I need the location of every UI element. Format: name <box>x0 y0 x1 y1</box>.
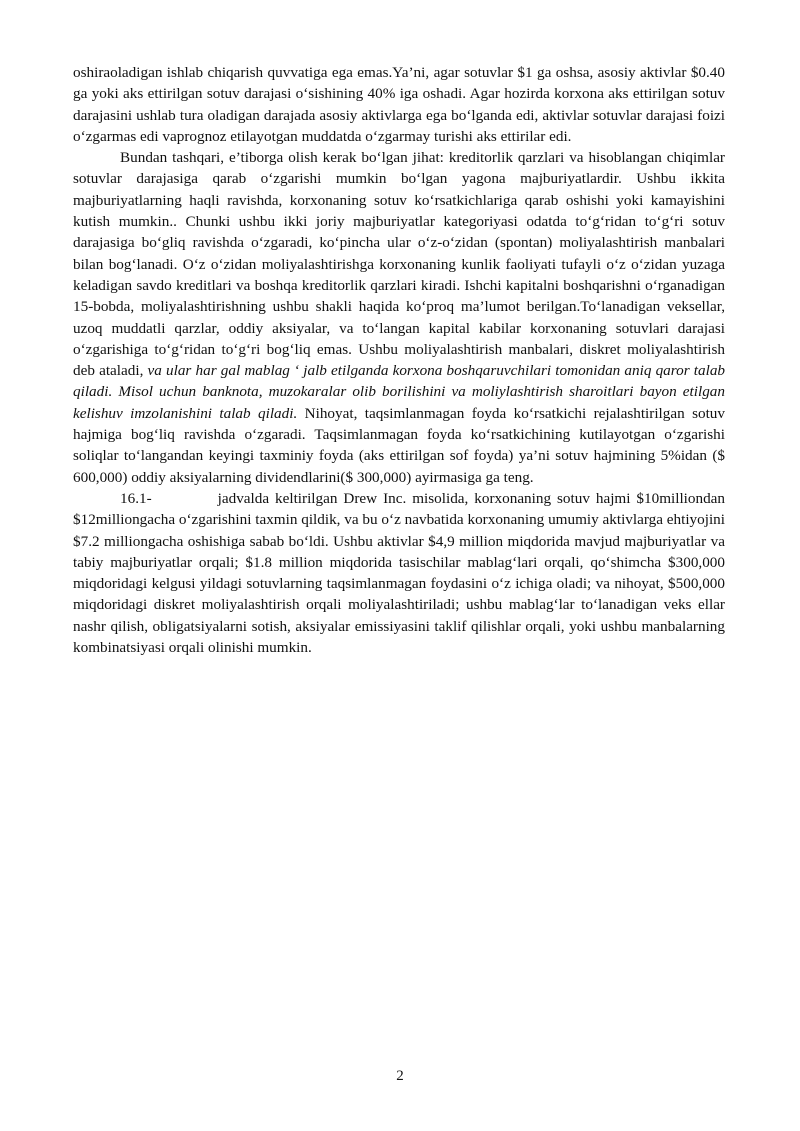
paragraph-3 <box>73 488 725 658</box>
paragraph-3-text: jadvalda keltirilgan Drew Inc. misolida, korxonaning sotuv hajmi $10milliondan $12milliongacha o‘zgarishini taxmin qildik, va bu o‘z navbatida korxonaning umumiy aktivlarga ehtiyojini $7.2 milliongacha oshishiga sabab bo‘ldi. Ushbu aktivlar $4,9 million miqdorida mavjud majburiyatlar va tabiy majburiyatlar orqali; $1.8 million miqdorida tasischilar mablag‘lari orqali, qo‘shimcha $300,000 miqdoridagi kelgusi yildagi sotuvlarning taqsimlanmagan foydasini o‘z ichiga oladi; va nihoyat, $500,000 miqdoridagi diskret moliyalashtirish orqali moliyalashtiriladi; ushbu mablag‘lar to‘lanadigan veks ellar nashr qilish, obligatsiyalarni sotish, aksiyalar emissiyasini taklif qilishlar orqali, yoki ushbu manbalarning kombinatsiyasi orqali olinishi mumkin. <box>73 489 725 657</box>
page-number: 2 <box>396 1068 404 1084</box>
paragraph-2-start: Bundan tashqari, e’tiborga olish kerak bo‘lgan jihat: kreditorlik qarzlari va hisoblangan chiqimlar sotuvlar darajasiga qarab o‘zgarishi mumkin bo‘lgan yagona majburiyatlardir. Ushbu ikkita majburiyatlarning haqli ravishda, korxonaning sotuv ko‘rsatkichlariga qarab oshishi yoki kamayishini kutish mumkin.. Chunki ushbu ikki joriy majburiyatlar kategoriyasi odatda to‘g‘ridan to‘g‘ri sotuv darajasiga bo‘gliq ravishda o‘zgaradi, ko‘pincha ular o‘z-o‘zidan (spontan) moliyalashtirish manbalari bilan bog‘lanadi. O‘z o‘zidan moliyalashtirishga korxonaning kunlik faoliyati tufayli o‘z o‘zidan yuzaga keladigan savdo kreditlari va boshqa kreditorlik qarzlari kiradi. Ishchi kapitalni boshqarishni o‘rganadigan 15-bobda, moliyalashtirishning ushbu shakli haqida ko‘proq ma’lumot berilgan.To‘lanadigan veksellar, uzoq muddatli qarzlar, oddiy aksiyalar, va to‘langan kapital kabilar korxonaning sotuvlari darajasi o‘zgarishiga to‘g‘ridan to‘g‘ri bog‘liq emas. Ushbu moliyalashtirish manbalari, diskret moliyalashtirish deb ataladi, <box>73 149 725 380</box>
document-page <box>73 62 725 658</box>
paragraph-2 <box>73 147 725 488</box>
paragraph-1: oshiraoladigan ishlab chiqarish quvvatiga ega emas.Ya’ni, agar sotuvlar $1 ga oshsa, asosiy aktivlar $0.40 ga yoki aks ettirilgan sotuv darajasi o‘sishining 40% iga oshadi. Agar hozirda korxona aks ettirilgan sotuv darajasini ushlab tura oladigan darajada asosiy aktivlarga ega bo‘lganda edi, aktivlar sotuvlar darajasi foizi o‘zgarmas edi vaprognoz etilayotgan muddatda o‘zgarmay turishi aks ettirilar edi. <box>73 64 725 145</box>
table-reference-label: 16.1- <box>120 489 152 507</box>
paragraph-2-end: Nihoyat, taqsimlanmagan foyda ko‘rsatkichi rejalashtirilgan sotuv hajmiga bog‘liq ravishda o‘zgaradi. Taqsimlanmagan foyda ko‘rsatkichining kutilayotgan o‘zgarishi soliqlar to‘langandan keyingi taxminiy foyda (aks ettirilgan sof foyda) ya’ni sotuv hajmining 5%idan ($ 600,000) oddiy aksiyalarning dividendlarini($ 300,000) ayirmasiga ga teng. <box>73 404 725 486</box>
paragraph-2-italic: va ular har gal mablag ‘ jalb etilganda korxona boshqaruvchilari tomonidan aniq qaror talab qiladi. Misol uchun banknota, muzokaralar olib borilishini va moliylashtirish sharoitlari bayon etilgan kelishuv imzolanishini talab qiladi. <box>73 362 726 422</box>
